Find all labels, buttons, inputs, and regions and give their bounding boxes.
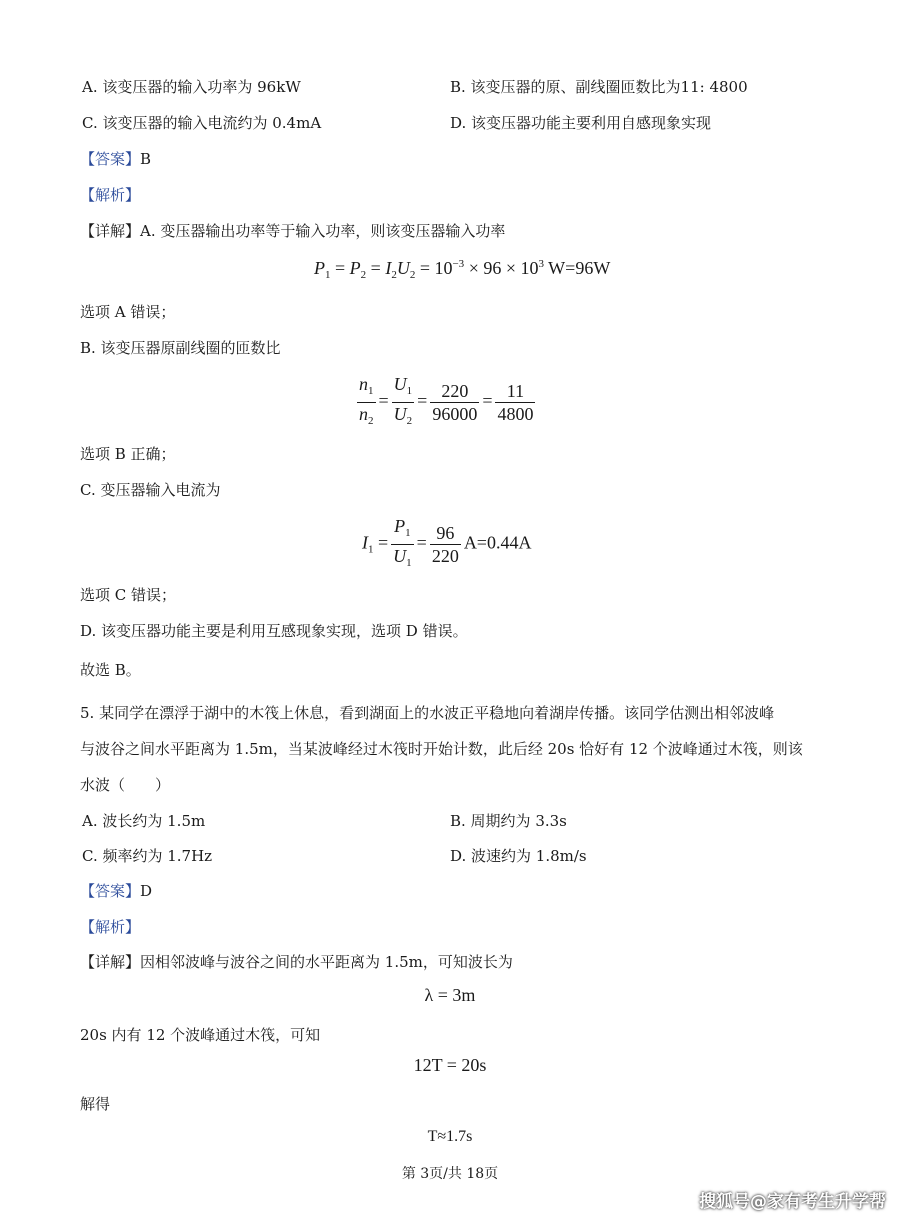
q5-option-c: C. 频率约为 1.7Hz bbox=[82, 847, 213, 865]
q4-analysis-label: 【解析】 bbox=[80, 186, 141, 204]
q4-line-c-wrong: 选项 C 错误； bbox=[80, 586, 177, 604]
q4-line-b: B. 该变压器原副线圈的匝数比 bbox=[80, 339, 281, 357]
q5-equation-result: T≈1.7s bbox=[427, 1128, 473, 1145]
watermark: 搜狐号@家有考生升学帮 bbox=[699, 1192, 886, 1212]
q4-choose: 故选 B。 bbox=[80, 661, 141, 679]
q5-equation-period: 12T = 20s bbox=[413, 1055, 487, 1075]
q4-equation-turns-ratio: $\frac{n_1}{n_2}$ = $\frac{U_1}{U_2}$ = $\frac{220}{96000}$ = $\frac{11}{4800}$ bbox=[359, 374, 534, 427]
q4-line-d: D. 该变压器功能主要是利用互感现象实现，选项 D 错误。 bbox=[80, 622, 468, 640]
q4-option-b: B. 该变压器的原、副线圈匝数比为11: 4800 bbox=[450, 78, 748, 96]
q5-detail bbox=[80, 952, 513, 972]
q4-line-c: C. 变压器输入电流为 bbox=[80, 481, 221, 499]
q5-stem-line-3: 水波（ ） bbox=[80, 776, 171, 794]
q4-option-a: A. 该变压器的输入功率为 96kW bbox=[82, 78, 301, 96]
q4-line-a-wrong: 选项 A 错误； bbox=[80, 303, 176, 321]
q4-option-c: C. 该变压器的输入电流约为 0.4mA bbox=[82, 114, 322, 132]
detail-label: 【详解】 bbox=[80, 953, 141, 971]
q5-equation-wavelength: λ = 3m bbox=[424, 985, 476, 1005]
q5-stem-line-2: 与波谷之间水平距离为 1.5m，当某波峰经过木筏时开始计数，此后经 20s 恰好有 12 个波峰通过木筏，则该 bbox=[80, 740, 803, 758]
q5-option-d: D. 波速约为 1.8m/s bbox=[450, 847, 587, 865]
q4-equation-power: $P_1 = P_2 = I_2U_2 = 10^{-3} \times 96 \times 10^3$ W=96W bbox=[314, 258, 611, 281]
detail-text: A. 变压器输出功率等于输入功率，则该变压器输入功率 bbox=[140, 222, 506, 240]
q5-analysis-label: 【解析】 bbox=[80, 918, 141, 936]
answer-value: D bbox=[140, 882, 153, 900]
detail-label: 【详解】 bbox=[80, 222, 141, 240]
page-footer: 第 3页/共 18页 bbox=[401, 1166, 499, 1182]
q4-line-b-right: 选项 B 正确； bbox=[80, 445, 176, 463]
q4-option-d: D. 该变压器功能主要利用自感现象实现 bbox=[450, 114, 712, 132]
detail-text: 因相邻波峰与波谷之间的水平距离为 1.5m，可知波长为 bbox=[140, 953, 513, 971]
answer-label: 【答案】 bbox=[80, 150, 141, 168]
q5-option-b: B. 周期约为 3.3s bbox=[450, 812, 567, 830]
answer-label: 【答案】 bbox=[80, 882, 141, 900]
q5-option-a: A. 波长约为 1.5m bbox=[82, 812, 206, 830]
q4-equation-current: $I_1$ = $\frac{P_1}{U_1}$ = $\frac{96}{220}$ A=0.44A bbox=[362, 516, 532, 569]
q4-answer bbox=[80, 149, 151, 169]
q5-line-20s: 20s 内有 12 个波峰通过木筏，可知 bbox=[80, 1026, 321, 1044]
q5-answer bbox=[80, 881, 152, 901]
q5-line-solve: 解得 bbox=[80, 1095, 111, 1113]
q4-detail bbox=[80, 221, 505, 241]
answer-value: B bbox=[140, 150, 152, 168]
q5-stem-line-1: 5. 某同学在漂浮于湖中的木筏上休息，看到湖面上的水波正平稳地向着湖岸传播。该同学估测出相邻波峰 bbox=[80, 704, 775, 722]
